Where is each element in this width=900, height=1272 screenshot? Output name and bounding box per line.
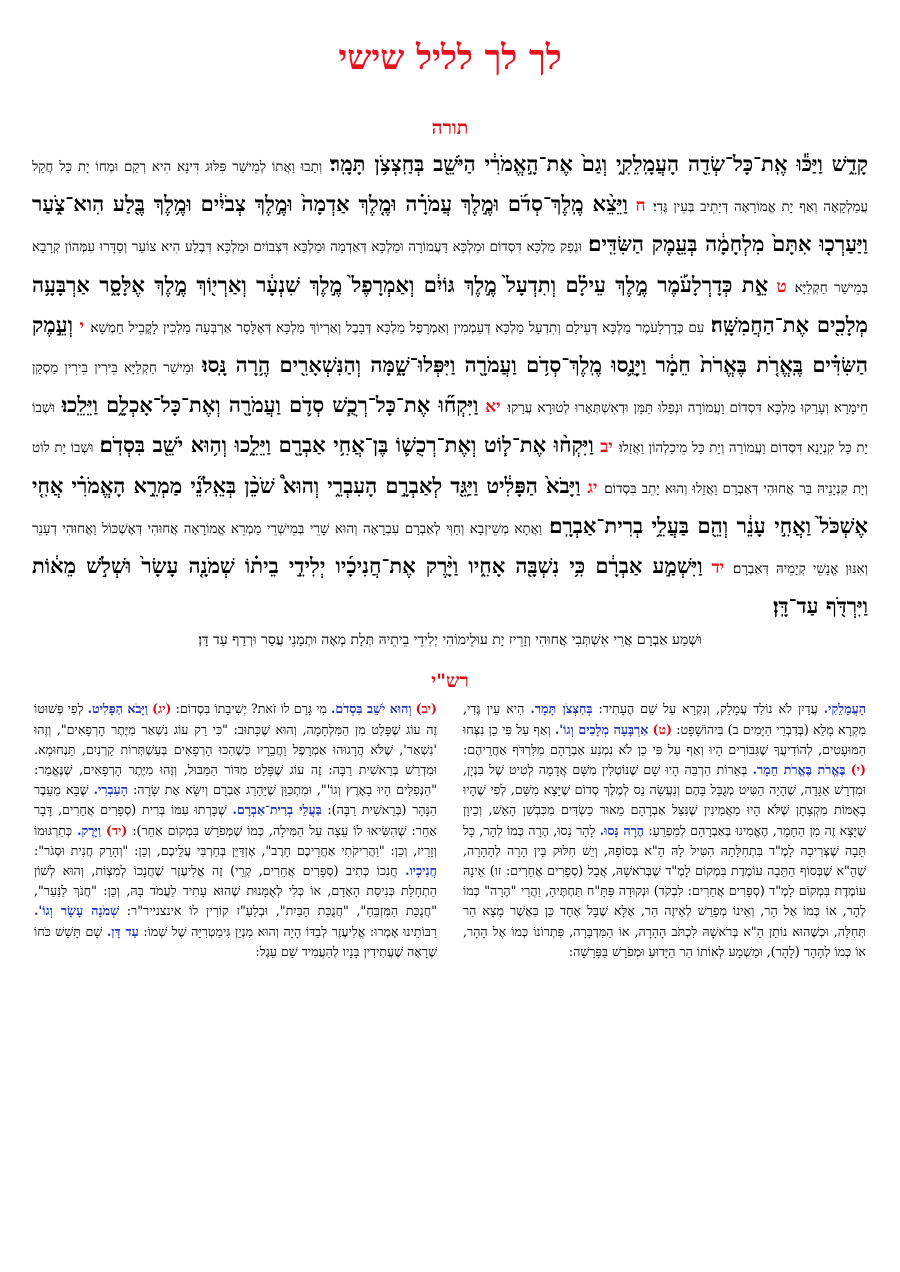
- rashi-comment-text: עֲדַיִן לֹא נוֹלַד עֲמָלֵק, וְנִקְרָא עַל שֵׁם הֶעָתִיד:: [598, 701, 818, 717]
- rashi-comment-text: רַבּוֹתֵינוּ אָמְרוּ: אֱלִיעֶזֶר לְבַדּוֹ הָיָה וְהוּא מִנְיַן גִּימַטְרִיָּה שֶׁל שְׁמוֹ:: [143, 923, 437, 939]
- rashi-dibur-hamatchil: שְׁמֹנָה עָשָׂר וְגוֹ'.: [34, 903, 120, 919]
- targum-verse: וּשְׁבוֹ יָת לוֹט וְיָת קִנְיָנֵיהּ בַּר אֲחוּהִי דְּאַבְרָם וַאֲזַלוּ וְהוּא יָתֵב בִּסְדוֹם׃: [32, 441, 868, 497]
- rashi-dibur-hamatchil: וְהוּא יֹשֵׁב בִּסְדֹם.: [330, 701, 412, 717]
- torah-verse: וַיֵּצֵ֨א מֶֽלֶךְ־סְדֹ֜ם וּמֶ֣לֶךְ עֲמֹרָ֗ה וּמֶ֤לֶךְ אַדְמָה֙ וּמֶ֣לֶךְ צְבֹיִ֔ים וּמֶ֥לֶךְ בֶּ֖לַע הִוא־צֹ֑עַר וַיַּעַרְכ֤וּ אִתָּם֙ מִלְחָמָ֔ה בְּעֵ֖מֶק הַשִּׂדִּֽים׃: [32, 191, 868, 257]
- rashi-dibur-hamatchil: חֲנִיכָיו.: [405, 863, 437, 879]
- torah-verse: וַיָּבֹא֙ הַפָּלִ֔יט וַיַּגֵּ֖ד לְאַבְרָ֣ם הָעִבְרִ֑י וְהוּא֩ שֹׁכֵ֨ן בְּאֵֽלֹנֵ֜י מַמְרֵ֣א הָאֱמֹרִ֗י אֲחִ֤י אֶשְׁכֹּל֙ וַאֲחִ֣י עָנֵ֔ר וְהֵ֖ם בַּעֲלֵ֥י בְרִית־אַבְרָֽם׃: [32, 472, 868, 538]
- rashi-verse-ref: (יג): [152, 701, 172, 717]
- rashi-dibur-hamatchil: אַרְבָּעָה מְלָכִים וְגוֹ'.: [554, 721, 649, 737]
- verse-number: יב: [600, 437, 613, 458]
- rashi-verse-ref: (יב): [415, 701, 437, 717]
- rashi-comment-text: לְפִי פְּשׁוּטוֹ זֶה עוֹג שֶׁפָּלַט מִן הַמִּלְחָמָה, וְהוּא שֶׁכָּתוּב: "כִּי רַק עוֹג נִשְׁאַר מִיֶּתֶר הָרְפָאִים", וְזֶהוּ 'נִשְׁאַר', שֶׁלֹּא הֲרָגוּהוּ אַמְרָפֶל וַחֲבֵרָיו כְּשֶׁהִכּוּ הָרְפָאִים בְּעַשְׁתְּרוֹת קַרְנַיִם, תַּנְחוּמָא. וּמִדְרַשׁ בְּרֵאשִׁית רַבָּה: זֶה עוֹג שֶׁפָּלַט מִדּוֹר הַמַּבּוּל, וְזֶהוּ מִיֶּתֶר הָרְפָאִים, שֶׁנֶּאֱמַר: "הַנְּפִלִים הָיוּ בָאָרֶץ וְגוֹ'", וּמִתְכַּוֵּן שֶׁיֵּהָרֵג אַבְרָם וְיִשָּׂא אֶת שָׂרָה:: [34, 701, 437, 798]
- torah-text: [32, 146, 868, 655]
- rashi-dibur-hamatchil: הֶרָה נָּסוּ.: [599, 822, 645, 838]
- page-title: לך לך לליל שישי: [338, 38, 562, 78]
- torah-verse: קָדֵ֑שׁ וַיַּכּ֕וּ אֶֽת־כָּל־שְׂדֵ֖ה הָעֲמָֽלֵקִ֑י וְגַם֙ אֶת־הָ֣אֱמֹרִ֔י הַיֹּשֵׁ֖ב בְּחַֽצְצֹ֥ן תָּמָֽר׃: [329, 151, 868, 176]
- rashi-dibur-hamatchil: בַּעֲלֵי בְרִית־אַבְרָם.: [232, 802, 322, 818]
- rashi-comment-text: לָהָר נָסוּ, הֶרָה כְּמוֹ לְהָר, כָּל תֵּבָה שֶׁצְּרִיכָה לָמֶ"ד בִּתְחִלָּתָהּ הִטִּיל לָהּ הֵ"א בְּסוֹפָהּ, וְיֵשׁ חִלּוּק בֵּין הָרָה לְהָהָרָה, שֶׁהֵ"א שֶׁבְּסוֹף הַתֵּבָה עוֹמֶדֶת בִּמְקוֹם לָמֶ"ד שֶׁבְּרֹאשָׁהּ, אֲבָל (סְפָרִים אֲחֵרִים: זו) אֵינָהּ עוֹמֶדֶת בִּמְקוֹם לָמֶ"ד (סְפָרִים אֲחֵרִים: לִבְקֹד) וּנְקוּדָה פַּתָּ"ח תַּחְתֶּיהָ, וַהֲרֵי "הֶרָה" כְּמוֹ לְהָר, אוֹ כְּמוֹ אֶל הַר, וְאֵינוֹ מְפָרֵשׁ לְאֵיזֶה הַר, אֶלָּא שֶׁבָּל אֶחָד כֵּן בַּאֲשֶׁר מָצָא הַר תְּחִלָּה, וּכְשֶׁהוּא נוֹתֵן הֵ"א בְּרֹאשָׁהּ לִכְתֹּב הָהָרָה, אוֹ הַמִּדְבָּרָה, פִּתְרוֹנוֹ כְּמוֹ אֶל הָהָר, אוֹ כְּמוֹ לְהָהָר (לָהָר), וּמַשְׁמָע לְאוֹתוֹ הַר הַיָּדוּעַ וּמְפֹרָשׁ בַּפָּרָשָׁה:: [463, 822, 866, 959]
- rashi-comment-text: שֶׁכָּרְתוּ עִמּוֹ בְּרִית (סְפָרִים אֲחֵרִים, דָּבָר אַחֵר: שֶׁהִשִּׂיאוּ לוֹ עֵצָה עַל הַמִּילָה, כְּמוֹ שֶׁמְּפֹרָשׁ בִּמְקוֹם אַחֵר):: [34, 802, 437, 838]
- rashi-comment-text: מִי גָּרַם לוֹ זֹאת? יְשִׁיבָתוֹ בִּסְדוֹם:: [175, 701, 327, 717]
- targum-verse: עִם כְּדָרְלָעֹמֶר מַלְכָּא דְּעֵילָם וְתִדְעָל מַלְכָּא דְּעַמְמִין וְאַמְרָפֶל מַלְכָּא דְּבָבֶל וְאַרְיוֹךְ מַלְכָּא דְּאֶלָּסָר אַרְבְּעָה מַלְכִין לָקֳבֵיל חַמְשָׁא׃: [90, 320, 705, 336]
- targum-verse: וַאֲתָא מְשֵׁיזְבָא וְחַוִּי לְאַבְרָם עִבְרָאָה וְהוּא שָׁרֵי בְּמֵישְׁרֵי מַמְרֵא אֱמוֹרָאָה אֲחוּהִי דְּאֶשְׁכּוֹל וַאֲחוּהִי דְעָנֵר וְאִנּוּן אֱנָשֵׁי קְיָמֵיהּ דְּאַבְרָם׃: [32, 521, 869, 578]
- rashi-dibur-hamatchil: עַד דָּן.: [106, 923, 139, 939]
- rashi-comment-text: שָׁם תָּשַׁשׁ כֹּחוֹ שֶׁרָאָה שֶׁעֲתִידִין בָּנָיו לְהַעֲמִיד שָׁם עֵגֶל:: [34, 923, 437, 959]
- rashi-comment-text: חֲנִכוֹ כְּתִיב (סְפָרִים אֲחֵרִים, קְרֵי) זֶה אֱלִיעֶזֶר שֶׁחֲנָכוֹ לְמִצְוֹת, וְהוּא לְשׁוֹן הַתְחָלַת כְּנִיסַת הָאָדָם, אוֹ כְּלִי לְאֻמָּנוּת שֶׁהוּא עָתִיד לַעֲמֹד בָּהּ, וְכֵן: "חֲנֹךְ לַנַּעַר", "חֲנֻכַּת הַמִּזְבֵּחַ", "חֲנֻכַּת הַבַּיִת", וּבְלַעַ"ז קוֹרִין לוֹ אינצנייר"ר:: [34, 863, 438, 919]
- torah-verse: אֵ֣ת כְּדָרְלָעֹ֡מֶר מֶ֣לֶךְ עֵילָ֗ם וְתִדְעָל֙ מֶ֣לֶךְ גּוֹיִ֔ם וְאַמְרָפֶל֙ מֶ֣לֶךְ שִׁנְעָ֔ר וְאַרְי֖וֹךְ מֶ֣לֶךְ אֶלָּסָ֑ר אַרְבָּעָ֥ה מְלָכִ֖ים אֶת־הַחֲמִשָּֽׁה׃: [32, 271, 868, 337]
- torah-segments: [32, 151, 869, 619]
- rashi-dibur-hamatchil: וַיָּרֶק.: [77, 822, 101, 838]
- verse-number: יא: [485, 397, 501, 418]
- rashi-dibur-hamatchil: בֶּאֱרֹת בֶּאֱרֹת חֵמָר.: [752, 762, 846, 778]
- torah-last-targum: וּשְׁמַע אַבְרָם אֲרֵי אִשְׁתְּבִי אֲחוּהִי וְזָרֵיז יָת עוּלֵימוֹהִי יְלִידֵי בֵיתֵיהּ תְּלָת מְאָה וּתְמָנֵי עֲסַר וּרְדַף עַד דָּן׃: [198, 632, 702, 649]
- verse-number: ט: [776, 276, 787, 297]
- rashi-comment-text: שֶׁבָּא מֵעֵבֶר הַנָּהָר (בְּרֵאשִׁית רַבָּה):: [34, 782, 437, 818]
- verse-number: יג: [587, 477, 598, 498]
- torah-verse: וַיִּשְׁמַ֣ע אַבְרָ֔ם כִּ֥י נִשְׁבָּ֖ה אָחִ֑יו וַיָּ֨רֶק אֶת־חֲנִיכָ֜יו יְלִידֵ֣י בֵית֗וֹ שְׁמֹנָ֤ה עָשָׂר֙ וּשְׁלֹ֣שׁ מֵא֔וֹת וַיִּרְדֹּ֖ף עַד־דָּֽן׃: [32, 553, 868, 619]
- rashi-heading: רש"י: [431, 670, 469, 693]
- rashi-comment-text: בְּאֵרוֹת הַרְבֵּה הָיוּ שָׁם שֶׁנּוֹטְלִין מִשָּׁם אֲדָמָה לְטִיט שֶׁל בִּנְיָן, וּמִדְרַשׁ אַגָּדָה, שֶׁהָיָה הַטִּיט מְגֻבָּל בָּהֶם וְנַעֲשָׂה נֵס לְמֶלֶךְ סְדוֹם שֶׁיָּצָא מִשָּׁם, לְפִי שֶׁהָיוּ בָאֻמּוֹת מִקְצָתָן שֶׁלֹּא הָיוּ מַאֲמִינִין שֶׁנִּצַּל אַבְרָהָם מֵאוּר כַּשְׂדִּים מִכִּבְשַׁן הָאֵשׁ, וְכֵיוָן שֶׁיָּצָא זֶה מִן הַחֵמָר, הֶאֱמִינוּ בְּאַבְרָהָם לְמַפְרֵעַ:: [463, 762, 866, 838]
- rashi-dibur-hamatchil: הָעֲמָלֵקִי.: [823, 701, 866, 717]
- targum-verse: וּמֵישַׁר חַקְלַיָּא בֵּירִין בֵּירִין מַסְקָן חֵימָרָא וְעָרַקוּ מַלְכָּא דִּסְדוֹם וַעֲמוֹרָה וּנְפַלוּ תַּמָּן וּדְאִשְׁתְּאָרוּ לְטוּרָא עֲרַקוּ׃: [32, 361, 869, 417]
- rashi-verse-ref: (י): [850, 762, 866, 778]
- targum-verse: וּנְפַק מַלְכָּא דִּסְדוֹם וּמַלְכָּא דַּעֲמוֹרָה וּמַלְכָּא דְּאַדְמָה וּמַלְכָּא דִּצְבוֹיִם וּמַלְכָּא דְּבֶלַע הִיא צוֹעַר וְסַדָּרוּ עִמְּהוֹן קְרָבָא בְּמֵישַׁר חַקְלַיָּא׃: [32, 240, 868, 296]
- rashi-right-column: [463, 699, 866, 962]
- targum-verse: וּשְׁבוֹ יָת כָּל קִנְיָנָא דִּסְדוֹם וַעֲמוֹרָה וְיָת כָּל מֵיכַלְהוֹן וַאֲזַלוּ׃: [32, 401, 869, 457]
- rashi-verse-ref: (יד): [106, 822, 128, 838]
- rashi-comment-text: כְּתַרְגּוּמוֹ וְזָרֵיז, וְכֵן: "וַהֲרִיקֹתִי אַחֲרֵיכֶם חָרֶב", אֶזְדַּיֵּן בְּחַרְבִּי עֲלֵיכֶם, וְכֵן: "וְהָרֵק חֲנִית וּסְגֹר":: [34, 822, 437, 858]
- rashi-dibur-hamatchil: בְּחַצְצֹן תָּמָר.: [530, 701, 593, 717]
- rashi-comment-text: הִיא עֵין גֶּדִי, מִקְרָא מָלֵא (בְּדִבְרֵי הַיָּמִים ב) בִּיהוֹשָׁפָט:: [463, 701, 866, 737]
- rashi-verse-ref: (ט): [652, 721, 673, 737]
- torah-verse: וַיִּקְח֞וּ אֶת־כָּל־רְכֻ֧שׁ סְדֹ֛ם וַעֲמֹרָ֖ה וְאֶת־כָּל־אָכְלָ֑ם וַיֵּלֵֽכוּ׃: [61, 392, 479, 418]
- targum-verse: וְתָבוּ וַאֲתוֹ לְמֵישַׁר פִּלּוּג דִּינָא הִיא רְקַם וּמְחוֹ יָת כָּל חֲקַל עֲמַלְקָאָה וְאַף יָת אֱמוֹרָאָה דְּיָתֵיב בְּעֵין גֶּדִי׃: [32, 160, 868, 216]
- rashi-commentary: [34, 699, 866, 962]
- rashi-dibur-hamatchil: וַיָּבֹא הַפָּלִיט.: [87, 701, 149, 717]
- rashi-left-column: [34, 699, 437, 962]
- verse-number: ח: [635, 196, 646, 217]
- torah-verse: וַיִּקְח֨וּ אֶת־ל֧וֹט וְאֶת־רְכֻשׁ֛וֹ בֶּן־אֲחִ֥י אַבְרָ֖ם וַיֵּלֵ֑כוּ וְה֥וּא יֹשֵׁ֖ב בִּסְדֹֽם׃: [99, 432, 594, 458]
- rashi-dibur-hamatchil: הָעִבְרִי.: [93, 782, 128, 798]
- torah-heading: תורה: [431, 117, 469, 139]
- rashi-comment-text: וְאַף עַל פִּי כֵן נִצְּחוּ הַמּוּעָטִים, לְהוֹדִיעֲךָ שֶׁגִּבּוֹרִים הָיוּ וְאַף עַל פִּי כֵן לֹא נִמְנַע אַבְרָהָם מִלִּרְדֹּף אַחֲרֵיהֶם:: [463, 721, 866, 757]
- verse-number: יד: [711, 558, 725, 579]
- torah-verse: וְעֵ֣מֶק הַשִּׂדִּ֗ים בֶּֽאֱרֹ֤ת בֶּאֱרֹת֙ חֵמָ֔ר וַיָּנֻ֛סוּ מֶֽלֶךְ־סְדֹ֥ם וַעֲמֹרָ֖ה וַיִּפְּלוּ־שָׁ֑מָּה וְהַנִּשְׁאָרִ֖ים הֶ֥רָה נָּֽסוּ׃: [32, 311, 868, 378]
- verse-number: י: [79, 316, 84, 337]
